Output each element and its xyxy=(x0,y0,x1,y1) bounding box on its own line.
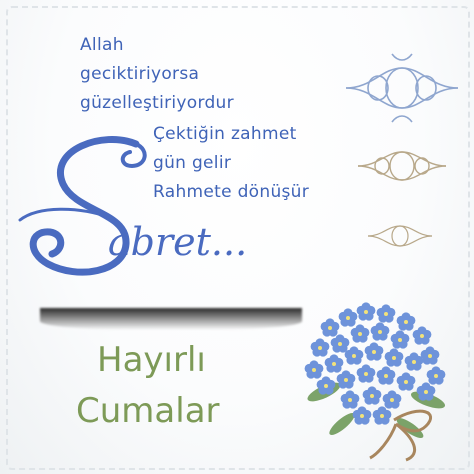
scroll-ornament-icon xyxy=(354,138,450,194)
headline-sabret: abret... xyxy=(108,220,248,264)
forget-me-not-bouquet-icon xyxy=(290,288,466,464)
quote-line-4: Çektiğin zahmet xyxy=(153,124,297,144)
greeting-line-1: Hayırlı xyxy=(97,340,206,380)
quote-line-6: Rahmete dönüşür xyxy=(153,182,310,202)
quote-line-5: gün gelir xyxy=(153,153,232,173)
quote-line-3: güzelleştiriyordur xyxy=(80,93,234,113)
shadow-divider xyxy=(40,308,302,330)
scroll-ornament-icon xyxy=(342,48,462,128)
quote-line-2: geciktiriyorsa xyxy=(80,64,200,84)
quote-line-1: Allah xyxy=(80,35,124,55)
greeting-line-2: Cumalar xyxy=(76,391,220,431)
scroll-ornament-icon xyxy=(366,216,434,256)
